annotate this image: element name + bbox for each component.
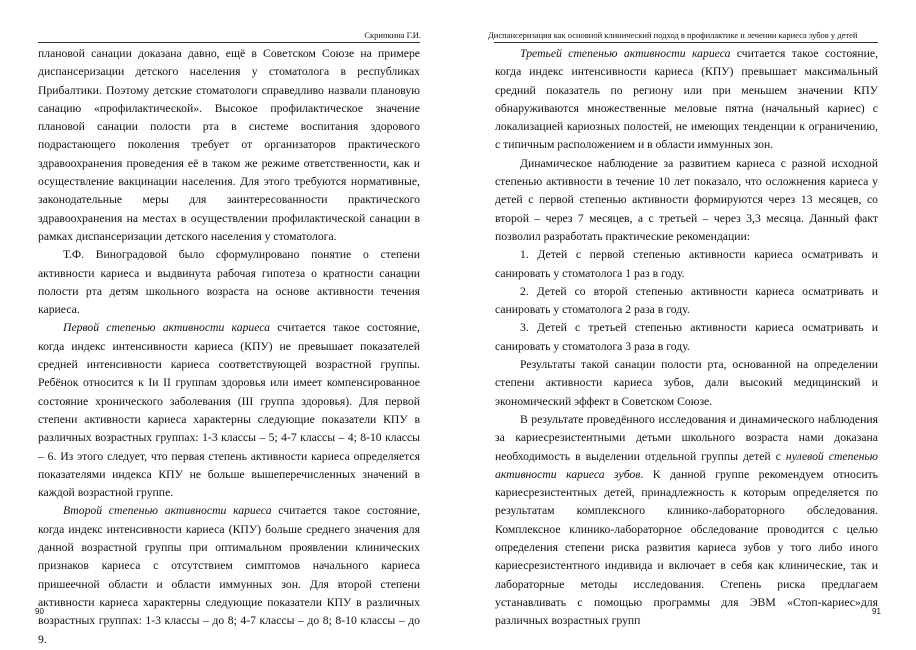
defined-term: нулевой степенью активности кариеса зубов [495, 449, 878, 481]
paragraph: Динамическое наблюдение за развитием кариеса с разной исходной степенью активности в течение 10 лет показало, что осложнения кариеса у детей с первой степенью активности формируются через 13 месяцев, со второй – через 7 месяцев, а с третьей – через 3,3 месяца. Данный факт позволил разработать практические рекомендации: [495, 156, 878, 243]
header-rule [38, 42, 420, 43]
list-item: 2. Детей со второй степенью активности кариеса осматривать и санировать у стоматолога 2 раза в году. [495, 284, 878, 317]
paragraph: Первой степенью активности кариеса считается такое состояние, когда индекс интенсивности кариеса (КПУ) не превышает показателей средней интенсивности кариеса соответствующей возрастной группы. Ребёнок относится к Iи II группам здоровья или имеет компенсированное состояние хронического заболевания (III группа здоровья). Для первой степени активности кариеса характерны следующие показатели КПУ в различных возрастных группах: 1-3 классы – 5; 4-7 классы – 4; 8-10 классы – 6. Из этого следует, что первая степень активности кариеса определяется показателями индекса КПУ не больше вышеперечисленных значений в каждой возрастной группе. [38, 321, 420, 500]
defined-term: Первой степенью активности кариеса [63, 321, 271, 335]
body-text [38, 45, 420, 649]
defined-term: Второй степенью активности кариеса [63, 504, 272, 518]
running-header: Скрипкина Г.И. [364, 30, 421, 40]
list-item: 3. Детей с третьей степенью активности кариеса осматривать и санировать у стоматолога 3 раза в году. [495, 321, 878, 353]
defined-term: Третьей степенью активности кариеса [520, 47, 731, 60]
body-text [495, 45, 878, 631]
paragraph: Результаты такой санации полости рта, основанной на определении степени активности кариеса зубов, дали высокий медицинский и экономический эффект в Советском Союзе. [495, 358, 878, 408]
paragraph: плановой санации доказана давно, ещё в Советском Союзе на примере диспансеризации детского населения у стоматолога в республиках Прибалтики. Поэтому детские стоматологи справедливо назвали плановую санацию «профилактической». Высокое профилактическое значение плановой санации полости рта в системе воспитания здорового подрастающего поколения требует от организаторов практического здравоохранения проведения её в таком же режиме ответственности, как и осуществление вакцинации населения. Для этого требуются нормативные, законодательные меры для заинтересованности практического здравоохранения на местах в осуществлении профилактической санации в рамках диспансеризации детского населения у стоматолога. [38, 47, 420, 243]
running-header: Диспансеризация как основной клинический подход в профилактике и лечении кариеса зубов у детей [488, 30, 858, 40]
page-number: 90 [35, 607, 44, 616]
paragraph: В результате проведённого исследования и динамического наблюдения за кариесрезистентными детьми школьного возраста нами доказана необходимость в выделении отдельной группы детей с нулевой степенью активности кариеса зубов. К данной группе рекомендуем относить кариесрезистентных детей, принадлежность к которым определяется по результатам комплексного клинико-лабораторного обследования. Комплексное клинико-лабораторное обследование проводится с целью определения степени риска развития кариеса зубов у того либо иного кариесрезистентного индивида и включает в себя как клинические, так и лабораторные методы исследования. Степень риска предлагаем устанавливать с помощью программы для ЭВМ «Стоп-кариес»для различных возрастных групп [495, 412, 879, 628]
paragraph: Второй степенью активности кариеса считается такое состояние, когда индекс интенсивности кариеса (КПУ) больше среднего значения для данной возрастной группы при оптимальном проявлении клинических признаков кариеса с отсутствием симптомов начального кариеса пришеечной области и области иммунных зон. Для второй степени активности кариеса характерны следующие показатели КПУ в различных возрастных группах: 1-3 классы – до 8; 4-7 классы – до 8; 8-10 классы – до 9. [38, 504, 420, 646]
list-item: 1. Детей с первой степенью активности кариеса осматривать и санировать у стоматолога 1 раз в году. [495, 248, 878, 280]
paragraph: Третьей степенью активности кариеса считается такое состояние, когда индекс интенсивности кариеса (КПУ) превышает максимальный средний показатель по региону или при меньшем значении КПУ обнаруживаются множественные меловые пятна (начальный кариес) с локализацией кариозных полостей, не имеющих тенденции к ограничению, с типичным расположением и в области иммунных зон. [495, 47, 878, 152]
header-rule [494, 42, 878, 43]
right-page [458, 0, 916, 650]
paragraph: Т.Ф. Виноградовой было сформулировано понятие о степени активности кариеса и выдвинута рабочая гипотеза о кратности санации полости рта детям школьного возраста на основе активности течения кариеса. [38, 248, 420, 317]
page-number: 91 [872, 607, 881, 616]
